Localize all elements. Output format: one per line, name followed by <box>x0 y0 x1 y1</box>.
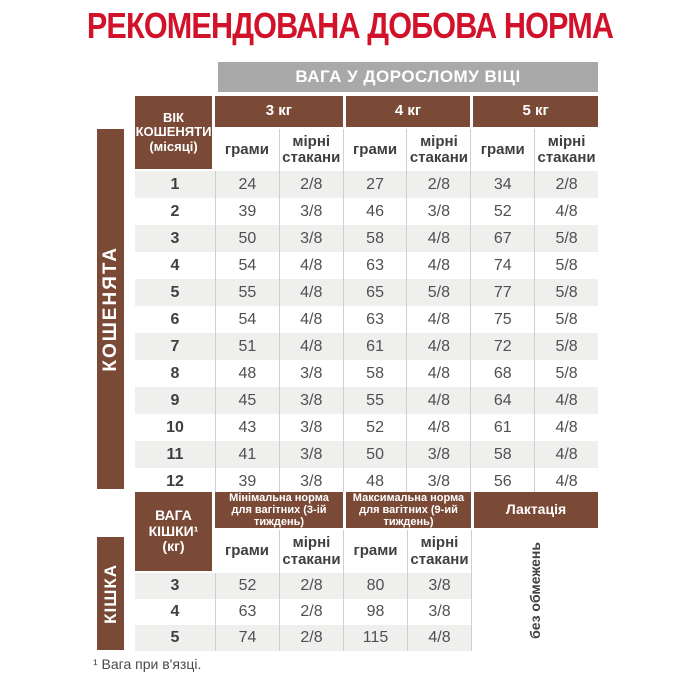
subheader-cell: мірні стакани <box>279 530 343 573</box>
kitten-value-cell: 3/8 <box>406 441 470 468</box>
kitten-value-cell: 64 <box>470 387 534 414</box>
kitten-age-cell: 7 <box>135 333 215 360</box>
kitten-value-cell: 4/8 <box>406 360 470 387</box>
kitten-value-cell: 4/8 <box>406 225 470 252</box>
kitten-value-cell: 4/8 <box>279 252 343 279</box>
kitten-value-cell: 4/8 <box>279 333 343 360</box>
kitten-value-cell: 58 <box>470 441 534 468</box>
kitten-age-cell: 5 <box>135 279 215 306</box>
subheader-cell: грами <box>215 129 279 171</box>
kitten-value-cell: 4/8 <box>406 387 470 414</box>
kitten-age-cell: 10 <box>166 418 184 436</box>
kitten-value-cell: 51 <box>215 333 279 360</box>
kitten-value-cell: 4/8 <box>534 468 598 495</box>
kitten-age-cell: 11 <box>135 441 215 468</box>
kitten-value-cell: 5/8 <box>534 306 598 333</box>
subheader-cell: мірні стакани <box>406 129 470 171</box>
kitten-value-cell: 72 <box>470 333 534 360</box>
kitten-value-cell: 65 <box>343 279 407 306</box>
kitten-value-cell: 2/8 <box>279 171 343 198</box>
kitten-value-cell: 45 <box>215 387 279 414</box>
kitten-value-cell: 5/8 <box>534 279 598 306</box>
kitten-value-cell: 5/8 <box>534 252 598 279</box>
kittens-side-label: КОШЕНЯТА <box>99 246 121 372</box>
queen-value-cell: 2/8 <box>279 599 343 625</box>
kitten-value-cell: 4/8 <box>406 414 470 441</box>
queen-value-cell: 74 <box>215 625 279 651</box>
kitten-value-cell: 5/8 <box>534 333 598 360</box>
kitten-value-cell: 46 <box>343 198 407 225</box>
kitten-value-cell: 55 <box>343 387 407 414</box>
kitten-value-cell: 4/8 <box>534 414 598 441</box>
kitten-value-cell: 54 <box>215 306 279 333</box>
queen-side-bar <box>97 537 124 650</box>
subheader-cell: мірні стакани <box>279 129 343 171</box>
kitten-value-cell: 34 <box>470 171 534 198</box>
subheader-cell: грами <box>343 129 407 171</box>
lactation-value: без обмежень <box>527 542 543 639</box>
kitten-age-cell: 2 <box>170 202 180 220</box>
queen-weight-cell: 3 <box>135 573 215 599</box>
kitten-value-cell: 67 <box>470 225 534 252</box>
queens-table <box>135 492 598 651</box>
weight-group-5kg-header: 5 кг <box>470 96 598 129</box>
kitten-value-cell: 27 <box>343 171 407 198</box>
pregnancy-min-header: Мінімальна норма для вагітних (3-ій тиждень) <box>215 492 343 530</box>
kitten-value-cell: 58 <box>343 360 407 387</box>
lactation-value-cell <box>471 530 598 651</box>
queen-weight-header: ВАГА КІШКИ¹ (кг) <box>135 492 215 573</box>
queen-value-cell: 52 <box>215 573 279 599</box>
kitten-value-cell: 74 <box>470 252 534 279</box>
subheader-cell: грами <box>343 530 407 573</box>
weight-group-3kg-header: 3 кг <box>215 96 343 129</box>
kitten-value-cell: 41 <box>215 441 279 468</box>
kitten-value-cell: 52 <box>470 198 534 225</box>
kitten-value-cell: 4/8 <box>534 387 598 414</box>
kitten-value-cell: 3/8 <box>279 225 343 252</box>
kitten-value-cell: 77 <box>470 279 534 306</box>
subheader-cell: мірні стакани <box>407 530 471 573</box>
queen-weight-cell: 5 <box>135 625 215 651</box>
queen-value-cell: 80 <box>343 573 407 599</box>
kitten-value-cell: 61 <box>343 333 407 360</box>
kitten-value-cell: 5/8 <box>534 360 598 387</box>
kitten-value-cell: 54 <box>215 252 279 279</box>
queen-value-cell: 115 <box>343 625 407 651</box>
kitten-age-cell: 4 <box>170 256 180 274</box>
lactation-header: Лактація <box>471 492 598 530</box>
kitten-value-cell: 50 <box>215 225 279 252</box>
kitten-age-cell: 9 <box>135 387 215 414</box>
kitten-value-cell: 58 <box>343 225 407 252</box>
kitten-value-cell: 3/8 <box>279 198 343 225</box>
kitten-value-cell: 68 <box>470 360 534 387</box>
footnote: ¹ Вага при в'язці. <box>93 656 202 672</box>
queen-weight-cell: 4 <box>170 603 180 621</box>
kitten-value-cell: 4/8 <box>406 252 470 279</box>
kitten-value-cell: 3/8 <box>279 441 343 468</box>
kitten-value-cell: 2/8 <box>534 171 598 198</box>
kitten-value-cell: 3/8 <box>279 414 343 441</box>
kitten-value-cell: 50 <box>343 441 407 468</box>
queen-value-cell: 2/8 <box>279 625 343 651</box>
kitten-value-cell: 3/8 <box>406 198 470 225</box>
kitten-value-cell: 4/8 <box>279 279 343 306</box>
kitten-age-cell: 8 <box>170 364 180 382</box>
subheader-cell: грами <box>215 530 279 573</box>
kitten-value-cell: 3/8 <box>279 360 343 387</box>
queen-value-cell: 3/8 <box>407 599 471 625</box>
kitten-value-cell: 75 <box>470 306 534 333</box>
adult-weight-band: ВАГА У ДОРОСЛОМУ ВІЦІ <box>218 62 598 92</box>
subheader-cell: мірні стакани <box>534 129 598 171</box>
kitten-value-cell: 4/8 <box>406 333 470 360</box>
kitten-value-cell: 3/8 <box>279 468 343 495</box>
kitten-value-cell: 4/8 <box>279 306 343 333</box>
queen-value-cell: 4/8 <box>407 625 471 651</box>
subheader-cell: грами <box>470 129 534 171</box>
kitten-age-cell: 6 <box>170 310 180 328</box>
kitten-value-cell: 56 <box>470 468 534 495</box>
queen-value-cell: 3/8 <box>407 573 471 599</box>
kitten-age-cell: 1 <box>135 171 215 198</box>
kitten-age-header: ВІК КОШЕНЯТИ (місяці) <box>135 96 215 171</box>
kitten-age-cell: 12 <box>166 472 184 490</box>
kitten-value-cell: 43 <box>215 414 279 441</box>
pregnancy-max-header: Максимальна норма для вагітних (9-ий тиждень) <box>343 492 471 530</box>
queen-value-cell: 2/8 <box>279 573 343 599</box>
kitten-value-cell: 52 <box>343 414 407 441</box>
kitten-value-cell: 2/8 <box>406 171 470 198</box>
kitten-value-cell: 61 <box>470 414 534 441</box>
kitten-value-cell: 39 <box>215 198 279 225</box>
kitten-value-cell: 48 <box>215 360 279 387</box>
kitten-value-cell: 3/8 <box>406 468 470 495</box>
kitten-value-cell: 4/8 <box>534 198 598 225</box>
weight-group-4kg-header: 4 кг <box>343 96 471 129</box>
kittens-side-bar <box>97 129 124 489</box>
kitten-value-cell: 3/8 <box>279 387 343 414</box>
kitten-value-cell: 55 <box>215 279 279 306</box>
kitten-age-cell: 3 <box>135 225 215 252</box>
kitten-value-cell: 63 <box>343 252 407 279</box>
queen-value-cell: 63 <box>215 599 279 625</box>
kitten-value-cell: 48 <box>343 468 407 495</box>
kitten-value-cell: 5/8 <box>534 225 598 252</box>
queen-side-label: КІШКА <box>100 563 120 624</box>
kitten-value-cell: 24 <box>215 171 279 198</box>
queen-value-cell: 98 <box>343 599 407 625</box>
page-title: РЕКОМЕНДОВАНА ДОБОВА НОРМА <box>86 5 614 46</box>
kitten-value-cell: 4/8 <box>406 306 470 333</box>
kitten-value-cell: 4/8 <box>534 441 598 468</box>
kitten-value-cell: 5/8 <box>406 279 470 306</box>
kitten-value-cell: 39 <box>215 468 279 495</box>
kitten-value-cell: 63 <box>343 306 407 333</box>
kittens-table <box>135 96 598 495</box>
